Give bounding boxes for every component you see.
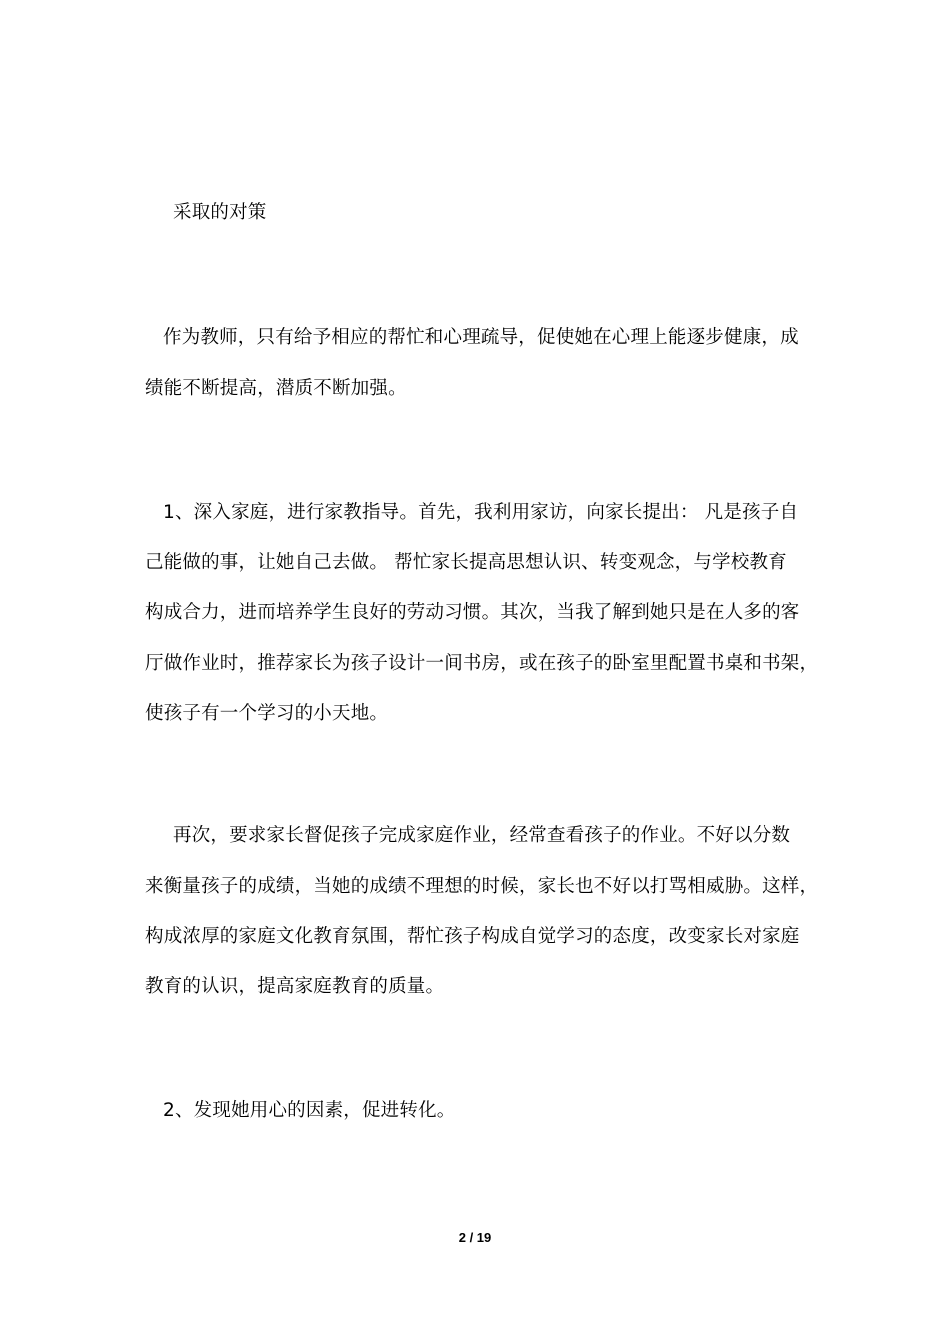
section-heading: 采取的对策 bbox=[173, 202, 267, 223]
paragraph-line: 构成浓厚的家庭文化教育氛围，帮忙孩子构成自觉学习的态度，改变家长对家庭 bbox=[145, 926, 800, 947]
page-number: 2 / 19 bbox=[458, 1230, 492, 1245]
paragraph-line: 教育的认识，提高家庭教育的质量。 bbox=[145, 976, 445, 997]
paragraph-line: 作为教师，只有给予相应的帮忙和心理疏导，促使她在心理上能逐步健康，成 bbox=[163, 327, 799, 348]
paragraph-line: 1、深入家庭，进行家教指导。首先，我利用家访，向家长提出： 凡是孩子自 bbox=[163, 502, 799, 523]
paragraph-line: 构成合力，进而培养学生良好的劳动习惯。其次，当我了解到她只是在人多的客 bbox=[145, 602, 800, 623]
paragraph-line: 己能做的事，让她自己去做。 帮忙家长提高思想认识、转变观念，与学校教育 bbox=[145, 552, 787, 573]
paragraph-line: 厅做作业时，推荐家长为孩子设计一间书房，或在孩子的卧室里配置书桌和书架， bbox=[145, 653, 819, 674]
paragraph-line: 再次，要求家长督促孩子完成家庭作业，经常查看孩子的作业。不好以分数 bbox=[173, 825, 791, 846]
paragraph-line: 绩能不断提高，潜质不断加强。 bbox=[145, 378, 407, 399]
paragraph-line: 使孩子有一个学习的小天地。 bbox=[145, 703, 389, 724]
paragraph-line: 来衡量孩子的成绩，当她的成绩不理想的时候，家长也不好以打骂相威胁。这样， bbox=[145, 876, 819, 897]
paragraph-4: 2、发现她用心的因素，促进转化。 bbox=[163, 1100, 456, 1121]
